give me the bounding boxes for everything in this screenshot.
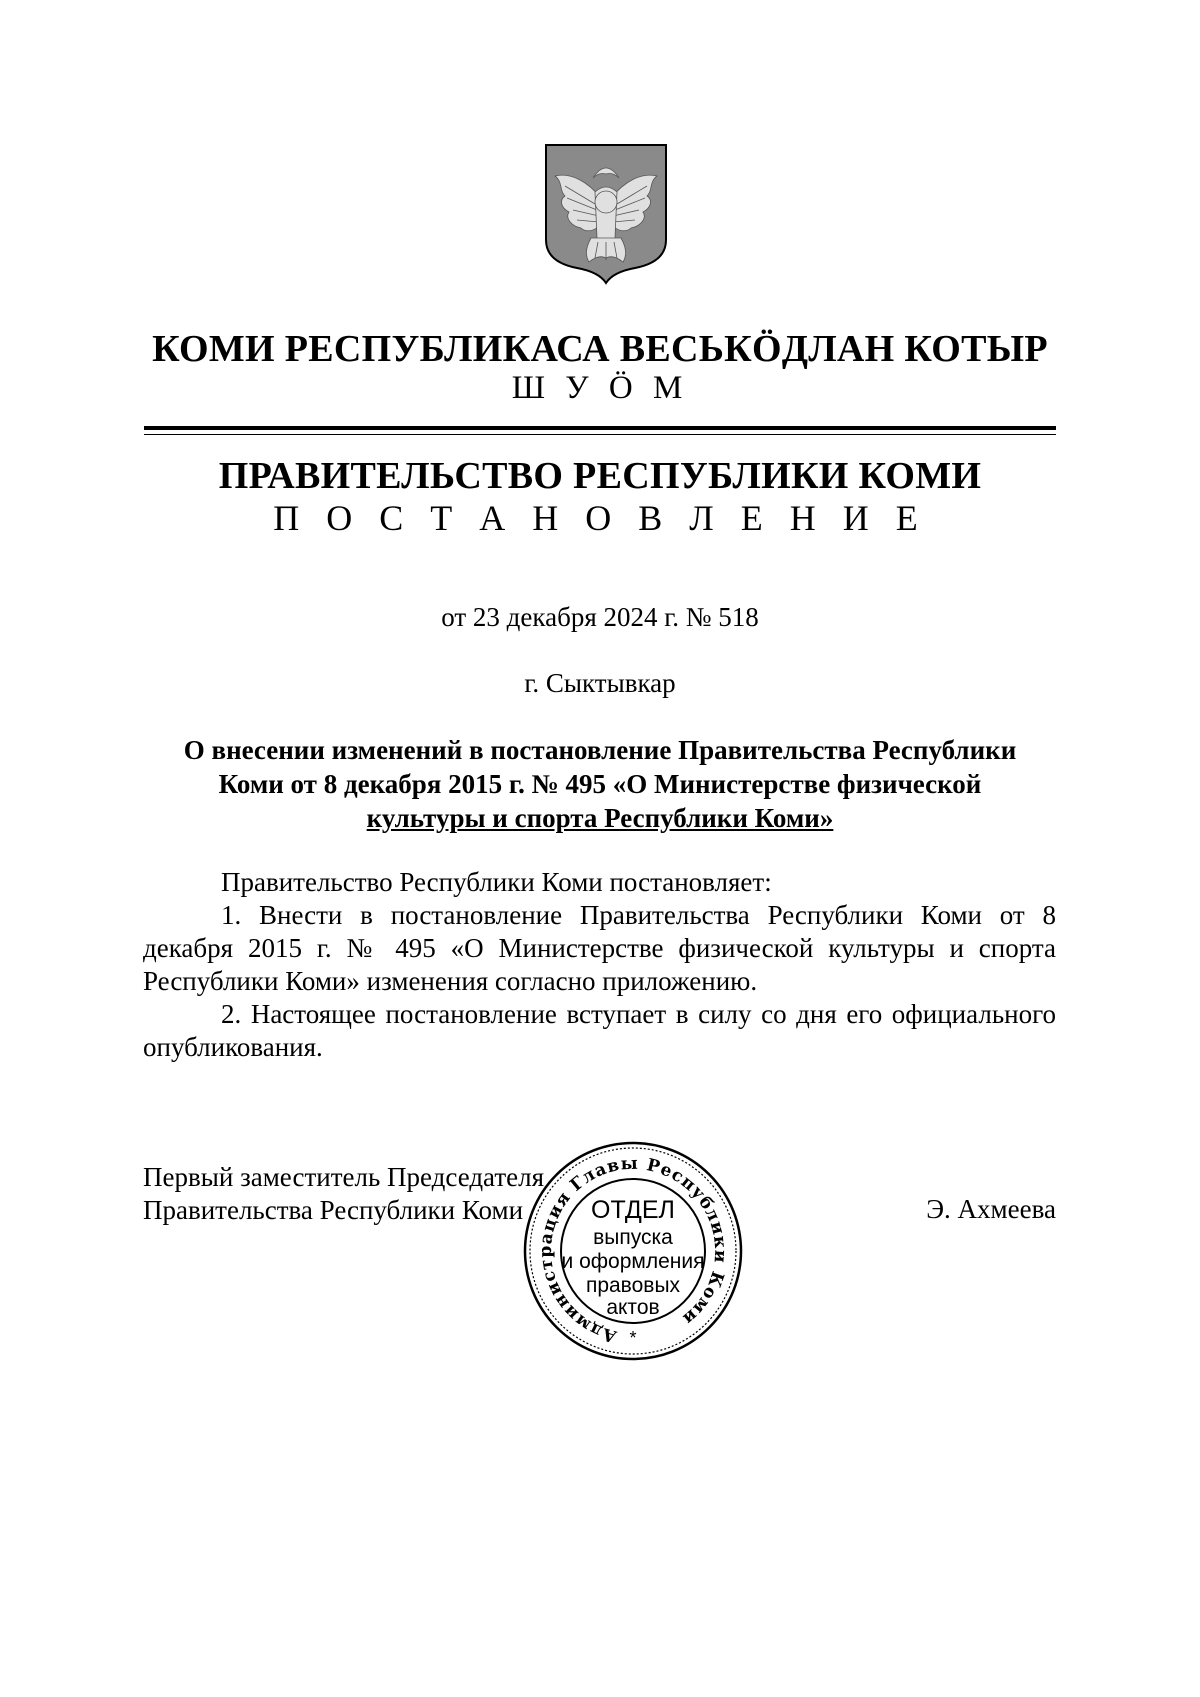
- signatory-position-line-1: Первый заместитель Председателя: [143, 1162, 545, 1192]
- government-title: ПРАВИТЕЛЬСТВО РЕСПУБЛИКИ КОМИ: [218, 455, 982, 497]
- stamp-line-4: правовых: [585, 1274, 681, 1297]
- coat-of-arms-icon: [543, 142, 669, 287]
- official-stamp: [518, 1138, 748, 1364]
- title-line-2: Коми от 8 декабря 2015 г. № 495 «О Министерстве физической: [218, 769, 982, 799]
- document-city: г. Сыктывкар: [524, 668, 676, 698]
- document-title: [140, 733, 1060, 835]
- document-body: [143, 866, 1056, 1064]
- title-line-1: О внесении изменений в постановление Правительства Республики: [183, 735, 1017, 765]
- body-paragraph-2: 2. Настоящее постановление вступает в силу со дня его официального опубликования.: [143, 999, 1056, 1062]
- signatory-position-line-2: Правительства Республики Коми: [143, 1195, 524, 1225]
- komi-government-title: КОМИ РЕСПУБЛИКАСА ВЕСЬКӦДЛАН КОТЫР: [152, 328, 1048, 370]
- document-type: П О С Т А Н О В Л Е Н И Е: [273, 498, 927, 538]
- stamp-line-5: актов: [606, 1296, 660, 1319]
- stamp-line-2: выпуска: [593, 1226, 673, 1249]
- stamp-bottom-mark: *: [629, 1328, 637, 1348]
- header-divider-thick: [144, 426, 1056, 430]
- signatory-name: Э. Ахмеева: [926, 1194, 1056, 1224]
- body-paragraph-1: 1. Внести в постановление Правительства Республики Коми от 8 декабря 2015 г. № 495 «О Министерстве физической культуры и спорта Республики Коми» изменения согласно приложению.: [143, 900, 1056, 996]
- stamp-ring-text: Администрация Главы Республики Коми: [536, 1153, 731, 1347]
- stamp-line-3: и оформления: [561, 1250, 705, 1273]
- title-line-3: культуры и спорта Республики Коми»: [366, 803, 834, 833]
- header-divider-thin: [144, 434, 1056, 435]
- document-date-number: от 23 декабря 2024 г. № 518: [441, 602, 759, 632]
- stamp-line-1: ОТДЕЛ: [591, 1196, 675, 1224]
- body-intro: Правительство Республики Коми постановляет:: [221, 867, 772, 897]
- komi-document-type: Ш У Ӧ М: [511, 370, 689, 406]
